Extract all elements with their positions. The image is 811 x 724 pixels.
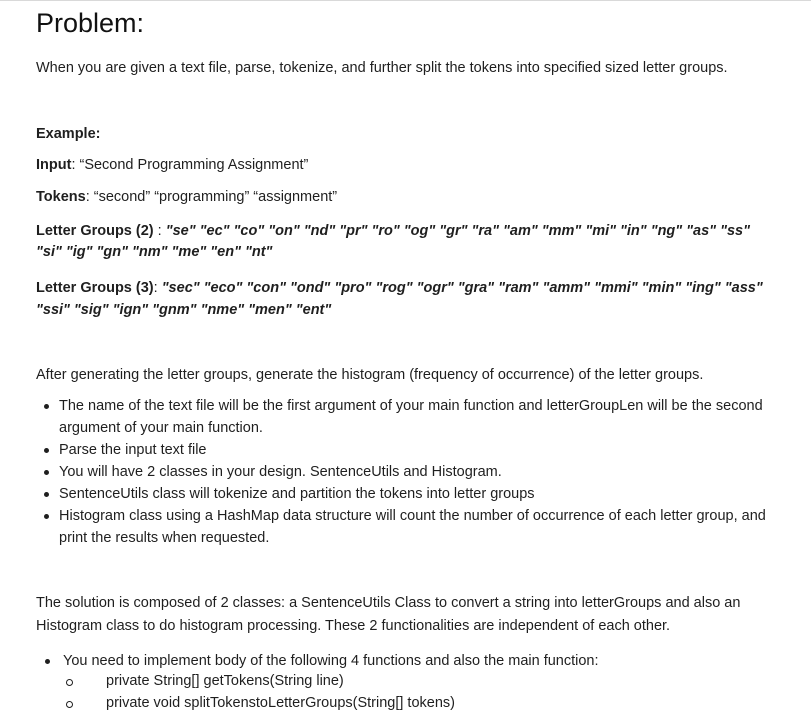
function-item: private void splitTokenstoLetterGroups(String[] tokens) [106, 695, 455, 711]
lg2-values-line1: "se" "ec" "co" "on" "nd" "pr" "ro" "og" "gr" "ra" "am" "mm" "mi" "in" "ng" "as" "ss" [165, 223, 750, 239]
list-item [0, 483, 789, 505]
lg2-label: Letter Groups (2) [36, 223, 154, 239]
example-input [36, 155, 308, 175]
intro-text: When you are given a text file, parse, tokenize, and further split the tokens into specified sized letter groups. [36, 60, 728, 76]
function-item: private String[] getTokens(String line) [106, 673, 344, 689]
list-item [0, 395, 789, 439]
top-divider [0, 0, 811, 1]
bullet-icon [44, 514, 49, 519]
input-value: : “Second Programming Assignment” [71, 157, 309, 173]
example-heading: Example: [36, 126, 101, 142]
hollow-bullet-icon [66, 701, 73, 708]
tokens-label: Tokens [36, 189, 86, 205]
hollow-bullet-icon [66, 679, 73, 686]
requirement-text: Parse the input text file [59, 442, 207, 458]
implement-text: You need to implement body of the following 4 functions and also the main function: [63, 653, 599, 669]
input-label: Input [36, 157, 72, 173]
lg2-values-line2: "si" "ig" "gn" "nm" "me" "en" "nt" [36, 244, 273, 260]
list-item [0, 505, 789, 549]
lg3-sep: : [153, 280, 162, 296]
list-item [0, 461, 789, 483]
letter-groups-2-line1 [36, 221, 750, 241]
lg3-label: Letter Groups (3) [36, 280, 154, 296]
bullet-icon [44, 492, 49, 497]
after-text: After generating the letter groups, generate the histogram (frequency of occurrence) of the letter groups. [36, 367, 704, 383]
bullet-icon [45, 659, 50, 664]
list-item [0, 650, 793, 672]
list-item [0, 439, 789, 461]
lg3-values-line1: "sec" "eco" "con" "ond" "pro" "rog" "ogr" "gra" "ram" "amm" "mmi" "min" "ing" "ass" [161, 280, 763, 296]
bullet-icon [44, 404, 49, 409]
page-title: Problem: [36, 8, 145, 38]
lg3-values-line2: "ssi" "sig" "ign" "gnm" "nme" "men" "ent" [36, 302, 332, 318]
solution-text: The solution is composed of 2 classes: a SentenceUtils Class to convert a string into letterGroups and also an Histogram class to do histogram processing. These 2 functionalities are independent of each other. [36, 595, 741, 634]
implement-list [0, 650, 793, 672]
bullet-icon [44, 448, 49, 453]
requirement-text: Histogram class using a HashMap data structure will count the number of occurrence of each letter group, and print the results when requested. [59, 508, 766, 546]
requirement-text: The name of the text file will be the first argument of your main function and letterGroupLen will be the second argument of your main function. [59, 398, 763, 436]
requirements-list [0, 395, 789, 549]
lg2-sep: : [153, 223, 166, 239]
bullet-icon [44, 470, 49, 475]
requirement-text: You will have 2 classes in your design. SentenceUtils and Histogram. [59, 464, 502, 480]
requirement-text: SentenceUtils class will tokenize and partition the tokens into letter groups [59, 486, 535, 502]
example-tokens [36, 187, 337, 207]
tokens-value: : “second” “programming” “assignment” [85, 189, 338, 205]
letter-groups-3-line1 [36, 278, 763, 298]
